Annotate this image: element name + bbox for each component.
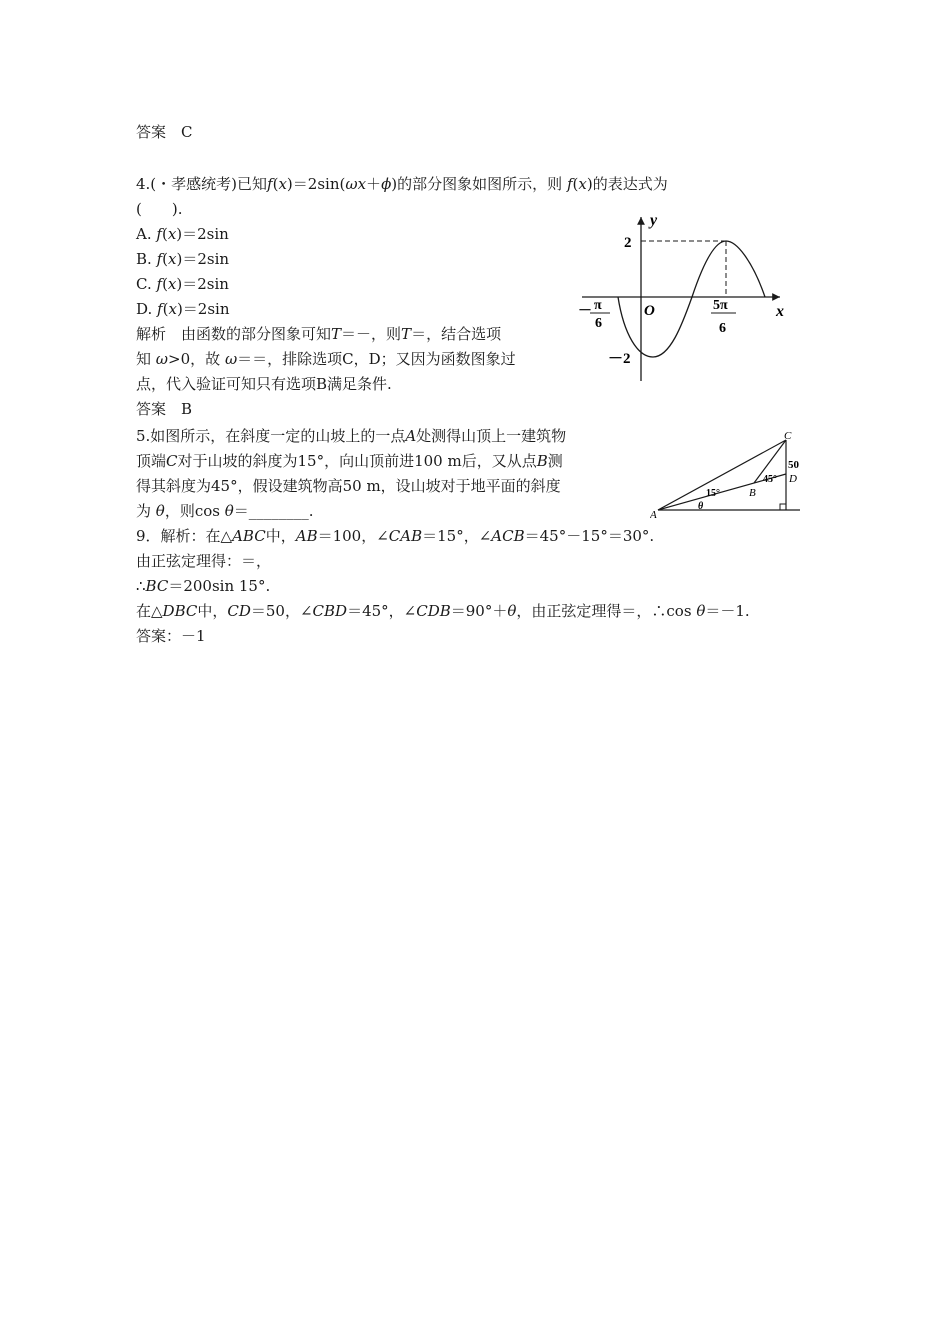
sol-text: 中， xyxy=(197,602,228,620)
sol-text: ＝50，∠ xyxy=(250,602,313,620)
neg-sign: － xyxy=(578,304,592,319)
label-height: 50 xyxy=(788,459,799,471)
omega: ω xyxy=(224,350,238,368)
fn-f: f xyxy=(156,275,163,293)
option-label: A. xyxy=(136,225,152,243)
q5-line4 xyxy=(136,501,314,521)
fn-f: f xyxy=(267,175,273,193)
analysis-text: ＝＝，排除选项C，D；又因为函数图象过 xyxy=(237,350,516,368)
q5-text: 测 xyxy=(547,452,563,470)
pos-x-denominator: 6 xyxy=(719,321,726,336)
angle-cab: CAB xyxy=(388,527,423,545)
angle-cbd: CBD xyxy=(312,602,348,620)
label-c: C xyxy=(784,430,792,442)
label-angle-15: 15° xyxy=(706,488,720,499)
theta: θ xyxy=(155,502,165,520)
q4-option-d: D. f(x)＝2sin xyxy=(136,300,230,318)
q4-option-a: A. f(x)＝2sin xyxy=(136,225,229,243)
seg-cd: CD xyxy=(227,602,251,620)
label-b: B xyxy=(749,487,756,499)
sine-curve xyxy=(618,241,765,357)
var-x: x xyxy=(168,250,177,268)
y-min-label: －2 xyxy=(608,351,631,367)
q5-text: 为 xyxy=(136,502,152,520)
triangle-abc: ABC xyxy=(232,527,266,545)
q4-stem-suffix: )的部分图象如图所示，则 xyxy=(391,175,563,193)
label-a: A xyxy=(650,509,657,520)
var-x: x xyxy=(167,225,177,243)
q4-analysis-line3: 点，代入验证可知只有选项B满足条件. xyxy=(136,375,392,393)
analysis-text: 解析 由函数的部分图象可知 xyxy=(136,325,332,343)
q5-text: ，则cos xyxy=(164,502,220,520)
q4-option-b: B. f(x)＝2sin xyxy=(136,250,230,268)
sol-text: ＝90°＋ xyxy=(450,602,508,620)
option-text: ＝2sin xyxy=(182,275,229,293)
pos-x-numerator: 5π xyxy=(713,298,728,313)
neg-x-denominator: 6 xyxy=(595,316,602,331)
seg-ab: AB xyxy=(295,527,318,545)
point-a: A xyxy=(405,427,417,445)
sol-text: ＝45°－15°＝30°. xyxy=(524,527,655,545)
sol-text: 在△ xyxy=(136,602,163,620)
q4-stem: 4.(・孝感统考)已知f(x)＝2sin(ωx＋ϕ)的部分图象如图所示，则 f(x)的表达式为 xyxy=(136,175,668,193)
var-x: x xyxy=(167,275,177,293)
omega: ω xyxy=(345,175,358,193)
phi: ϕ xyxy=(381,175,392,193)
analysis-text: 知 xyxy=(136,350,152,368)
option-text: ＝2sin xyxy=(182,225,229,243)
angle-cdb: CDB xyxy=(416,602,451,620)
sine-graph-figure xyxy=(578,205,798,385)
y-axis-label: y xyxy=(650,212,658,229)
omega: ω xyxy=(155,350,169,368)
sol-text: ＝45°，∠ xyxy=(347,602,417,620)
q4-option-c: C. f(x)＝2sin xyxy=(136,275,229,293)
label-d: D xyxy=(789,473,797,485)
option-label: D. xyxy=(136,300,153,318)
option-label: C. xyxy=(136,275,152,293)
right-angle-mark xyxy=(780,504,786,510)
q5-text: 5.如图所示，在斜度一定的山坡上的一点 xyxy=(136,427,406,445)
analysis-text: ＝－，则 xyxy=(341,325,402,343)
label-theta: θ xyxy=(698,501,704,512)
sol-text: 9．解析：在△ xyxy=(136,527,233,545)
sol-line4 xyxy=(136,601,750,621)
theta: θ xyxy=(224,502,234,520)
option-text: ＝2sin xyxy=(182,300,230,318)
sol-line1 xyxy=(136,526,654,546)
analysis-text: ＝，结合选项 xyxy=(411,325,502,343)
q5-text: 顶端 xyxy=(136,452,167,470)
var-x: x xyxy=(278,175,287,193)
q4-answer: 答案 B xyxy=(136,400,193,418)
option-label: B. xyxy=(136,250,152,268)
q5-text: 对于山坡的斜度为15°，向山顶前进100 m后，又从点 xyxy=(177,452,537,470)
theta: θ xyxy=(507,602,517,620)
q4-stem-mid: ＝2sin( xyxy=(292,175,346,193)
q5-text: 处测得山顶上一建筑物 xyxy=(416,427,567,445)
sol-text: ＝－1. xyxy=(705,602,750,620)
sol-text: 中， xyxy=(265,527,296,545)
fn-f: f xyxy=(156,225,162,243)
triangle-dbc: DBC xyxy=(162,602,198,620)
prev-answer: 答案 C xyxy=(136,123,193,141)
neg-x-numerator: π xyxy=(594,298,602,313)
fn-f: f xyxy=(157,300,163,318)
analysis-text: >0，故 xyxy=(168,350,221,368)
theta: θ xyxy=(696,602,706,620)
sol-text: ＝100，∠ xyxy=(317,527,389,545)
var-x: x xyxy=(357,175,367,193)
q4-stem-end: 的表达式为 xyxy=(592,175,668,193)
q4-stem-prefix: 4.(・孝感统考)已知 xyxy=(136,175,268,193)
option-text: ＝2sin xyxy=(182,250,230,268)
slope-figure xyxy=(650,430,805,520)
q5-text: ＝________. xyxy=(233,502,314,520)
var-T: T xyxy=(401,325,412,343)
q4-blank: ( ). xyxy=(136,200,183,218)
sol-text: ＝200sin 15°. xyxy=(168,577,271,595)
sol-text: ∴ xyxy=(136,577,146,595)
sol-answer: 答案：－1 xyxy=(136,627,206,645)
x-axis-label: x xyxy=(776,303,784,320)
q4-analysis-line2 xyxy=(136,349,516,369)
sol-line3 xyxy=(136,576,270,596)
var-T: T xyxy=(331,325,342,343)
seg-bc: BC xyxy=(145,577,169,595)
q5-line1 xyxy=(136,426,566,446)
origin-label: O xyxy=(644,303,655,319)
fn-f: f xyxy=(156,250,163,268)
angle-acb: ACB xyxy=(491,527,525,545)
var-x: x xyxy=(168,300,177,318)
point-c: C xyxy=(166,452,178,470)
y-max-label: 2 xyxy=(624,235,632,251)
sol-line2: 由正弦定理得：＝， xyxy=(136,552,272,570)
q5-line3: 得其斜度为45°，假设建筑物高50 m，设山坡对于地平面的斜度 xyxy=(136,477,561,495)
plus: ＋ xyxy=(366,175,382,193)
sol-text: ，由正弦定理得＝，∴cos xyxy=(516,602,692,620)
sol-text: ＝15°，∠ xyxy=(422,527,492,545)
q5-line2 xyxy=(136,451,563,471)
fn-f: f xyxy=(566,175,573,193)
point-b: B xyxy=(536,452,548,470)
var-x: x xyxy=(578,175,587,193)
label-angle-45: 45° xyxy=(763,474,777,485)
q4-analysis-line1 xyxy=(136,324,501,344)
